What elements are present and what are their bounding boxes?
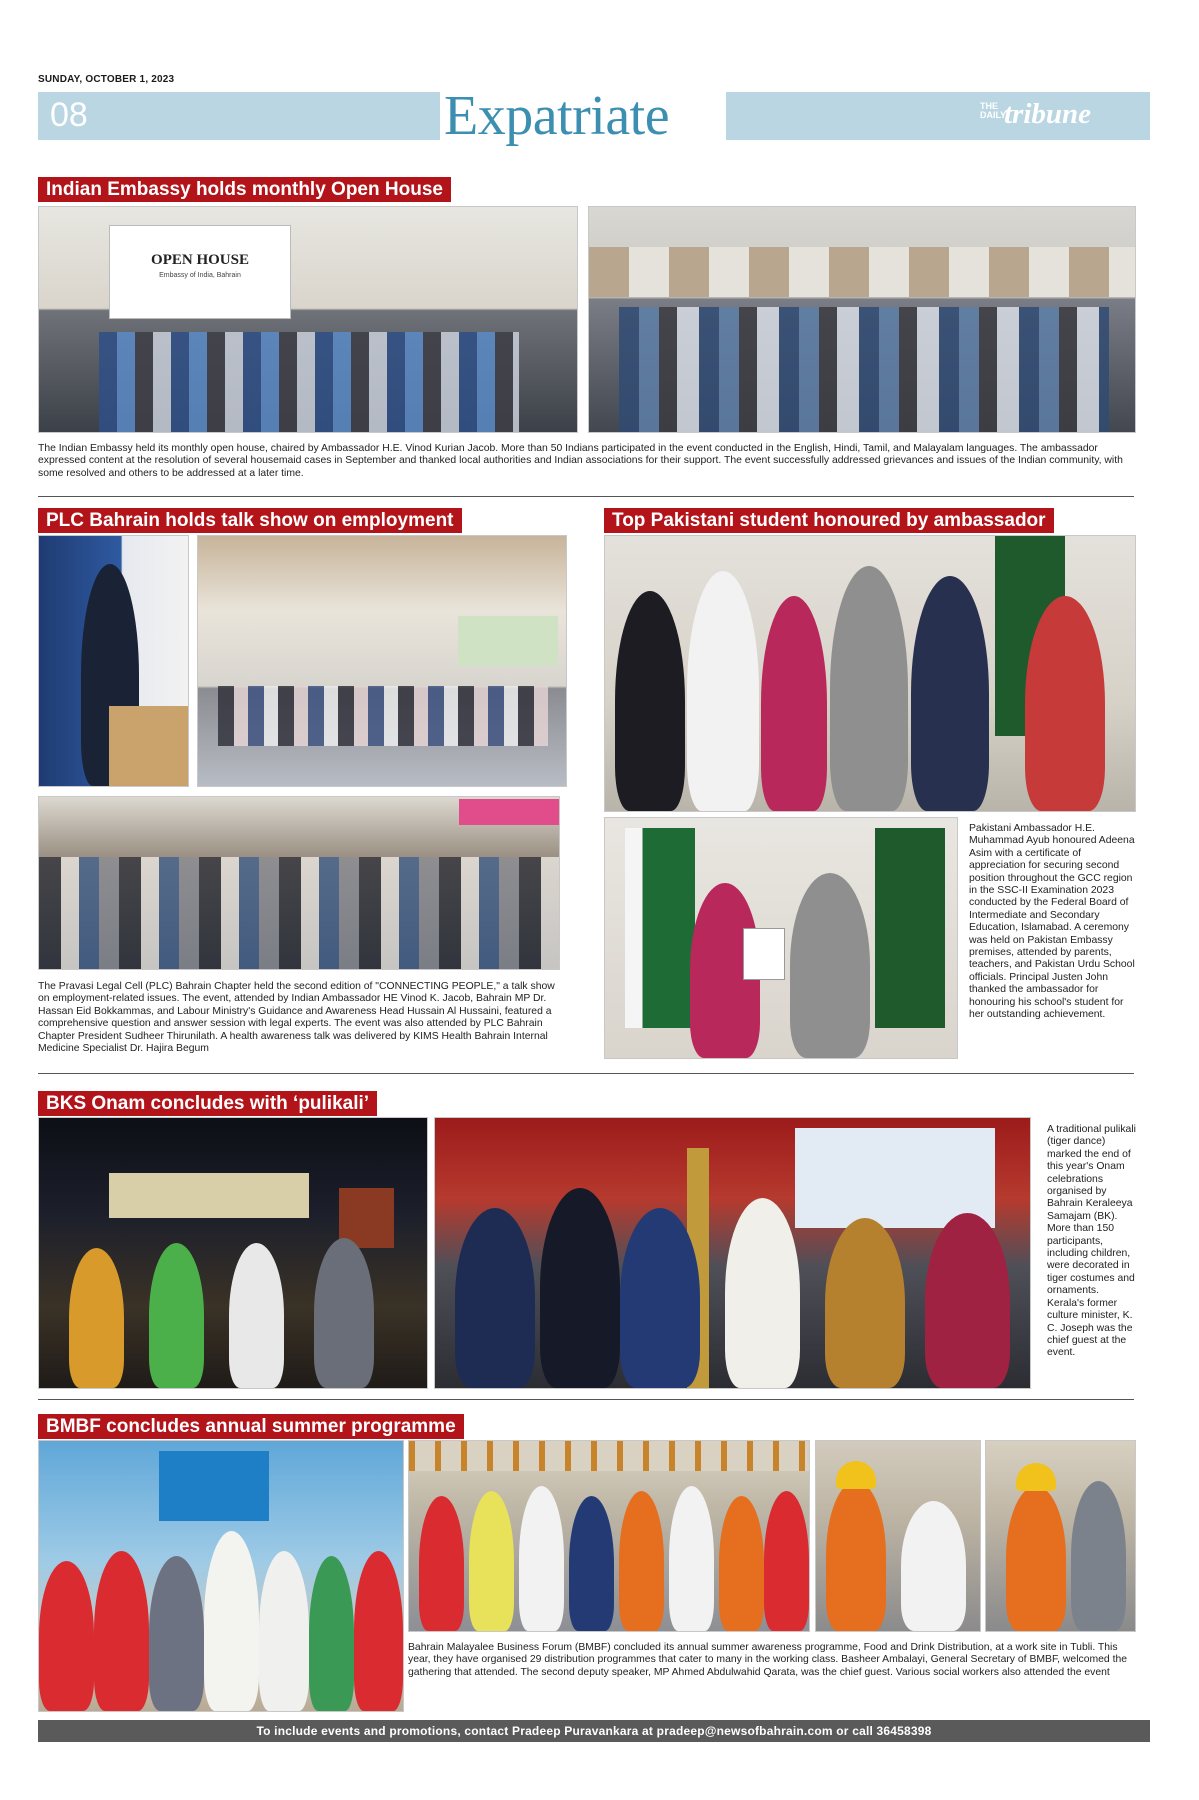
headline-bmbf: BMBF concludes annual summer programme: [38, 1414, 464, 1439]
banner-title: OPEN HOUSE: [151, 252, 249, 268]
open-house-banner: [109, 225, 291, 319]
headline-bks-onam: BKS Onam concludes with ‘pulikali’: [38, 1091, 377, 1116]
onam-lamp-photo: [434, 1117, 1031, 1389]
bmbf-worker-photo-1: [815, 1440, 981, 1632]
plc-speaker-photo: [38, 535, 189, 787]
contact-footer: To include events and promotions, contact Pradeep Puravankara at pradeep@newsofbahrain.com or call 36458398: [38, 1720, 1150, 1742]
caption-plc-bahrain: The Pravasi Legal Cell (PLC) Bahrain Chapter held the second edition of "CONNECTING PEOPLE," a talk show on employment-related issues. The event, attended by Indian Ambassador HE Vinod K. Jacob, Bahrain MP Dr. Hassan Eid Bokkammas, and Labour Ministry's Guidance and Awareness Head Hussain Al Hussaini, featured a comprehensive question and answer session with legal experts. The event was also attended by PLC Bahrain Chapter President Sudheer Thirunilath. A health awareness talk was delivered by KIMS Health Bahrain Internal Medicine Specialist Dr. Hajira Begum: [38, 981, 555, 1055]
pulikali-photo: [38, 1117, 428, 1389]
page-number: 08: [50, 96, 88, 134]
logo-daily: DAILY: [980, 110, 1007, 120]
logo-the: THE: [980, 101, 998, 111]
caption-pakistani-student: Pakistani Ambassador H.E. Muhammad Ayub honoured Adeena Asim with a certificate of appreciation for securing second position throughout the GCC region in the SSC-II Examination 2023 conducted by the Federal Board of Intermediate and Secondary Education, Islamabad. A ceremony was held on Pakistan Embassy premises, attended by parents, teachers, and Pakistan Urdu School officials. Principal Justen John thanked the ambassador for honouring his school's student for her outstanding achievement.: [969, 823, 1135, 1021]
bmbf-distribution-photo: [408, 1440, 810, 1632]
headline-indian-embassy: Indian Embassy holds monthly Open House: [38, 177, 451, 202]
divider-1: [38, 496, 1134, 497]
bmbf-group-photo: [38, 1440, 404, 1712]
headline-pakistani-student: Top Pakistani student honoured by ambassador: [604, 508, 1054, 533]
caption-bmbf: Bahrain Malayalee Business Forum (BMBF) concluded its annual summer awareness programme, Food and Drink Distribution, at a work site in Tubli. This year, they have organised 29 distribution programmes that cater to many in the working class. Basheer Ambalayi, General Secretary of BMBF, welcomed the gathering that attended. The second deputy speaker, MP Ahmed Abdulwahid Qarata, was the chief guest. Various social workers also attended the event: [408, 1642, 1128, 1678]
divider-3: [38, 1399, 1134, 1400]
headline-plc-bahrain: PLC Bahrain holds talk show on employment: [38, 508, 462, 533]
logo-name: tribune: [1004, 98, 1092, 130]
newspaper-logo: [980, 100, 1136, 130]
issue-date: SUNDAY, OCTOBER 1, 2023: [38, 74, 175, 85]
bmbf-worker-photo-2: [985, 1440, 1136, 1632]
pakistan-certificate-photo: [604, 817, 958, 1059]
open-house-photo-1: [38, 206, 578, 433]
plc-audience-photo: [38, 796, 560, 970]
pakistan-group-photo: [604, 535, 1136, 812]
banner-subtitle: Embassy of India, Bahrain: [159, 272, 241, 279]
open-house-photo-2: [588, 206, 1136, 433]
plc-hall-photo: [197, 535, 567, 787]
caption-bks-onam: A traditional pulikali (tiger dance) marked the end of this year's Onam celebrations organised by Bahrain Keraleeya Samajam (BK). More than 150 participants, including children, were decorated in tiger costumes and ornaments. Kerala's former culture minister, K. C. Joseph was the chief guest at the event.: [1047, 1124, 1136, 1359]
divider-2: [38, 1073, 1134, 1074]
section-title: Expatriate: [444, 85, 670, 147]
caption-indian-embassy: The Indian Embassy held its monthly open house, chaired by Ambassador H.E. Vinod Kurian Jacob. More than 50 Indians participated in the event conducted in the English, Hindi, Tamil, and Malayalam languages. The ambassador expressed content at the resolution of several housemaid cases in September and thanked local authorities and Indian associations for their support. The event successfully addressed grievances and issues of the Indian community, with some resolved and others to be addressed at a later time.: [38, 443, 1123, 479]
